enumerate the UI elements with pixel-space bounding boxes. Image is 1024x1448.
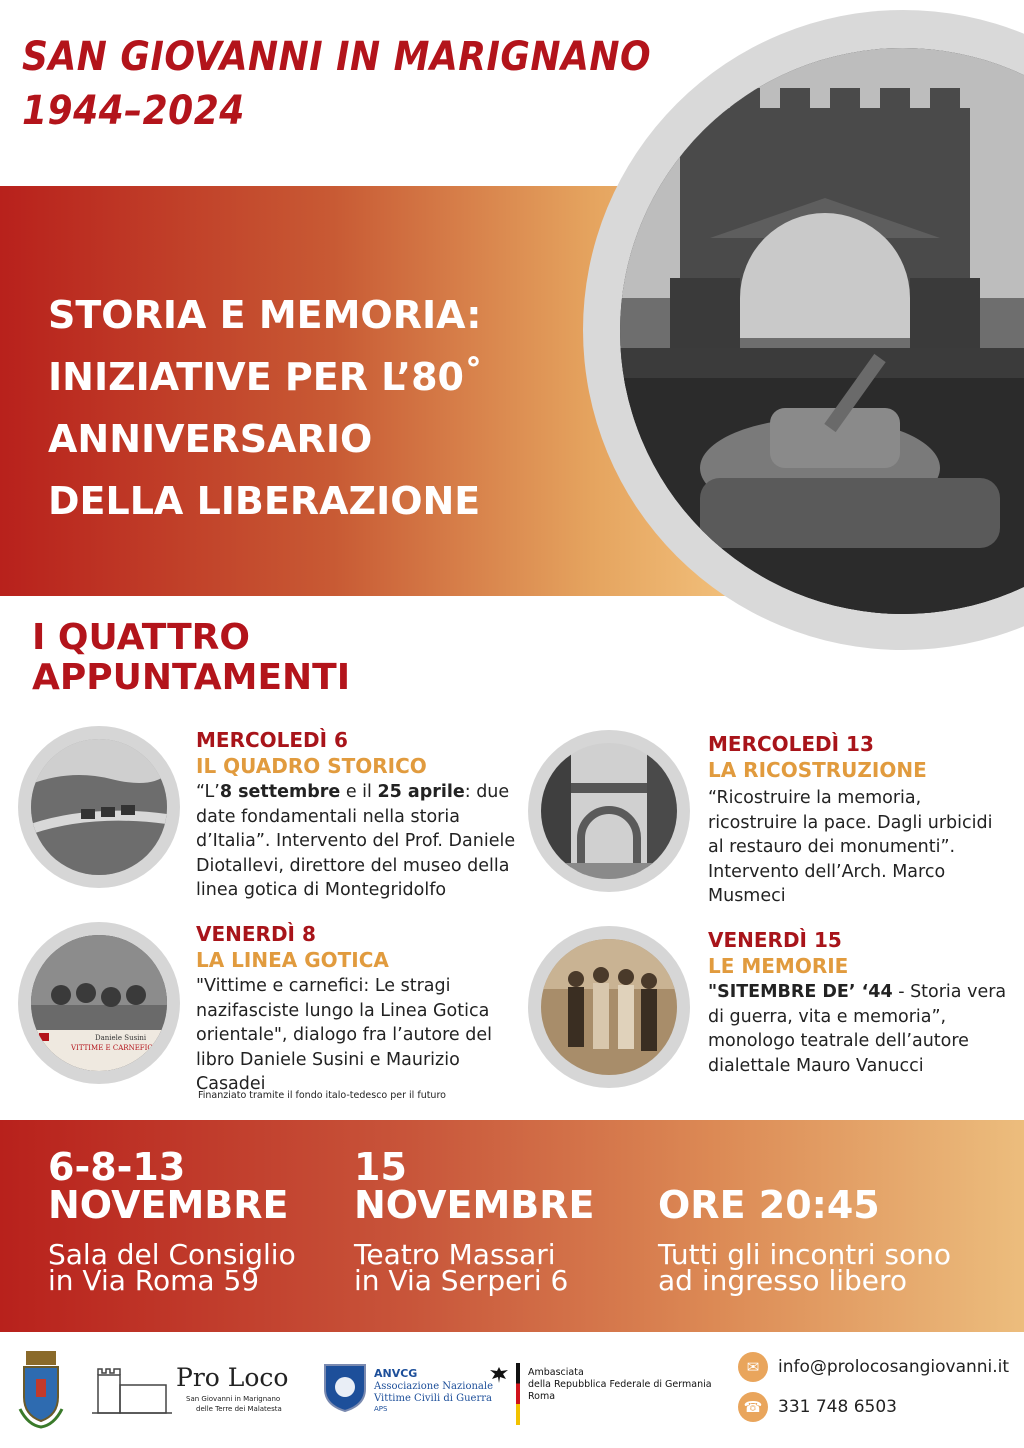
envelope-icon: ✉ bbox=[738, 1352, 768, 1382]
proloco-sub-2: delle Terre dei Malatesta bbox=[196, 1405, 282, 1413]
dates-1-line-1: 6-8-13 bbox=[48, 1145, 186, 1189]
start-time: ORE 20:45 bbox=[658, 1183, 880, 1227]
embassy-line-1: Ambasciata bbox=[528, 1367, 584, 1378]
event-3-description: "Vittime e carnefici: Le stragi nazifasciste lungo la Linea Gotica orientale", dialogo fra l’autore del libro Daniele Susini e Maurizio Casadei bbox=[196, 976, 492, 1094]
event-3-day: VENERDÌ 8 bbox=[196, 922, 316, 946]
venue-2-line-1: Teatro Massari bbox=[354, 1238, 556, 1271]
embassy-line-2: della Repubblica Federale di Germania bbox=[528, 1379, 712, 1390]
castle-sketch-icon bbox=[92, 1355, 172, 1417]
event-3-photo-ring bbox=[18, 922, 180, 1084]
event-3-title: LA LINEA GOTICA bbox=[196, 948, 389, 972]
event-2-title: LA RICOSTRUZIONE bbox=[708, 758, 927, 782]
event-1-photo bbox=[31, 739, 167, 875]
book-author: Daniele Susini bbox=[95, 1034, 147, 1042]
event-4-day: VENERDÌ 15 bbox=[708, 928, 842, 952]
event-series-title bbox=[22, 30, 651, 138]
funding-note: Finanziato tramite il fondo italo-tedesco per il futuro bbox=[198, 1090, 446, 1101]
dates-1-line-2: NOVEMBRE bbox=[48, 1183, 289, 1227]
event-2-photo bbox=[541, 743, 677, 879]
section-title-line-1: I QUATTRO bbox=[32, 617, 250, 658]
contact-phone[interactable] bbox=[738, 1392, 897, 1422]
event-1-title: IL QUADRO STORICO bbox=[196, 754, 427, 778]
anvcg-line-2: Vittime Civili di Guerra bbox=[374, 1393, 492, 1404]
headline-line-4: DELLA LIBERAZIONE bbox=[48, 479, 481, 523]
book-title: VITTIME E CARNEFICI bbox=[71, 1044, 156, 1052]
event-3-book-cover bbox=[31, 935, 167, 1071]
anvcg-shield-icon bbox=[322, 1361, 368, 1413]
contact-email[interactable] bbox=[738, 1352, 1009, 1382]
headline-line-1: STORIA E MEMORIA: bbox=[48, 293, 482, 337]
venue-1-line-2: in Via Roma 59 bbox=[48, 1264, 260, 1297]
german-eagle-icon bbox=[488, 1365, 510, 1385]
event-1-day: MERCOLEDÌ 6 bbox=[196, 728, 348, 752]
event-1-description: “L’8 settembre e il 25 aprile: due date fondamentali nella storia d’Italia”. Intervento del Prof. Daniele Diotallevi, direttore del museo della linea gotica di Montegridolfo bbox=[196, 782, 516, 900]
years-span: 1944–2024 bbox=[22, 88, 245, 134]
event-1-photo-ring bbox=[18, 726, 180, 888]
event-4-title: LE MEMORIE bbox=[708, 954, 849, 978]
entry-note-line-1: Tutti gli incontri sono bbox=[658, 1238, 952, 1271]
entry-note-line-2: ad ingresso libero bbox=[658, 1264, 908, 1297]
schedule-col-3 bbox=[658, 1183, 952, 1297]
proloco-sub-1: San Giovanni in Marignano bbox=[186, 1395, 281, 1403]
anvcg-line-3: APS bbox=[374, 1405, 388, 1413]
event-4-description: "SITEMBRE DE’ ‘44 - Storia vera di guerra, vita e memoria”, monologo teatrale dell’autore dialettale Mauro Vanucci bbox=[708, 982, 1007, 1076]
town-name: SAN GIOVANNI IN MARIGNANO bbox=[22, 34, 652, 80]
email-text[interactable]: info@prolocosangiovanni.it bbox=[778, 1357, 1010, 1377]
german-flag-stripe bbox=[516, 1363, 520, 1425]
event-2-photo-ring bbox=[528, 730, 690, 892]
embassy-line-3: Roma bbox=[528, 1391, 556, 1402]
event-4-family-photo bbox=[541, 939, 677, 1075]
section-title bbox=[32, 618, 350, 698]
section-title-line-2: APPUNTAMENTI bbox=[32, 657, 351, 698]
headline-line-2: INIZIATIVE PER L’80˚ bbox=[48, 355, 483, 399]
headline bbox=[48, 284, 483, 532]
venue-1-line-1: Sala del Consiglio bbox=[48, 1238, 296, 1271]
municipal-crest-icon bbox=[18, 1349, 64, 1429]
dates-2-line-1: 15 bbox=[354, 1145, 407, 1189]
phone-icon: ☎ bbox=[738, 1392, 768, 1422]
venue-2-line-2: in Via Serperi 6 bbox=[354, 1264, 569, 1297]
schedule-col-2 bbox=[354, 1145, 595, 1297]
schedule-col-1 bbox=[48, 1145, 296, 1297]
event-4-photo-ring bbox=[528, 926, 690, 1088]
event-2-day: MERCOLEDÌ 13 bbox=[708, 732, 874, 756]
dates-2-line-2: NOVEMBRE bbox=[354, 1183, 595, 1227]
event-2-description: “Ricostruire la memoria, ricostruire la pace. Dagli urbicidi al restauro dei monumenti”. Intervento dell’Arch. Marco Musmeci bbox=[708, 788, 993, 906]
anvcg-acronym: ANVCG bbox=[374, 1367, 418, 1380]
phone-text[interactable]: 331 748 6503 bbox=[778, 1397, 897, 1417]
headline-line-3: ANNIVERSARIO bbox=[48, 417, 373, 461]
anvcg-line-1: Associazione Nazionale bbox=[374, 1381, 494, 1392]
proloco-name: Pro Loco bbox=[176, 1363, 289, 1392]
